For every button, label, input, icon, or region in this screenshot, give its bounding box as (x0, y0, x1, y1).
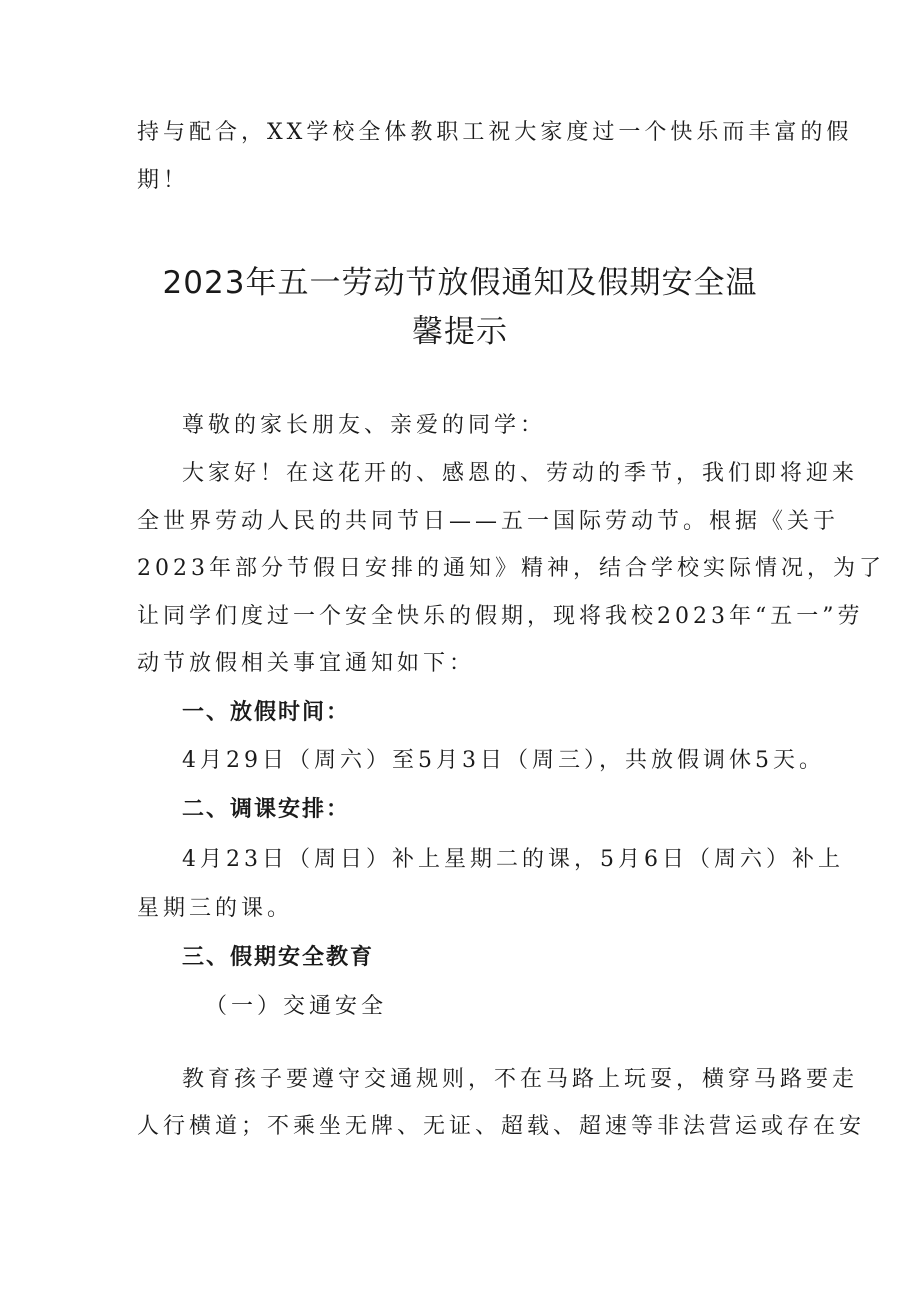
carryover-text-line-2: 期！ (137, 168, 190, 193)
carryover-text-line-1: 持与配合，XX学校全体教职工祝大家度过一个快乐而丰富的假 (137, 120, 853, 145)
intro-line-5: 动节放假相关事宜通知如下： (137, 651, 476, 676)
section-heading-holiday-time: 一、放假时间： (182, 700, 351, 725)
intro-line-3: 2023年部分节假日安排的通知》精神，结合学校实际情况，为了 (137, 556, 885, 581)
intro-line-2: 全世界劳动人民的共同节日——五一国际劳动节。根据《关于 (137, 509, 840, 534)
traffic-safety-line-2: 人行横道；不乘坐无牌、无证、超载、超速等非法营运或存在安 (137, 1114, 866, 1139)
subsection-heading-traffic-safety: （一）交通安全 (205, 994, 388, 1019)
class-schedule-line-2: 星期三的课。 (137, 896, 294, 921)
section-heading-class-schedule: 二、调课安排： (182, 797, 351, 822)
class-schedule-line-1: 4月23日（周日）补上星期二的课，5月6日（周六）补上 (182, 847, 844, 872)
section-heading-safety-education: 三、假期安全教育 (182, 945, 375, 970)
traffic-safety-line-1: 教育孩子要遵守交通规则，不在马路上玩耍，横穿马路要走 (182, 1067, 859, 1092)
intro-line-1: 大家好！在这花开的、感恩的、劳动的季节，我们即将迎来 (182, 461, 859, 486)
page-title-line-1: 2023年五一劳动节放假通知及假期安全温 (162, 265, 758, 301)
holiday-time-text: 4月29日（周六）至5月3日（周三），共放假调休5天。 (182, 748, 825, 773)
salutation: 尊敬的家长朋友、亲爱的同学： (182, 413, 547, 438)
page-title-line-2: 馨提示 (412, 314, 508, 350)
intro-line-4: 让同学们度过一个安全快乐的假期，现将我校2023年“五一”劳 (137, 604, 864, 629)
